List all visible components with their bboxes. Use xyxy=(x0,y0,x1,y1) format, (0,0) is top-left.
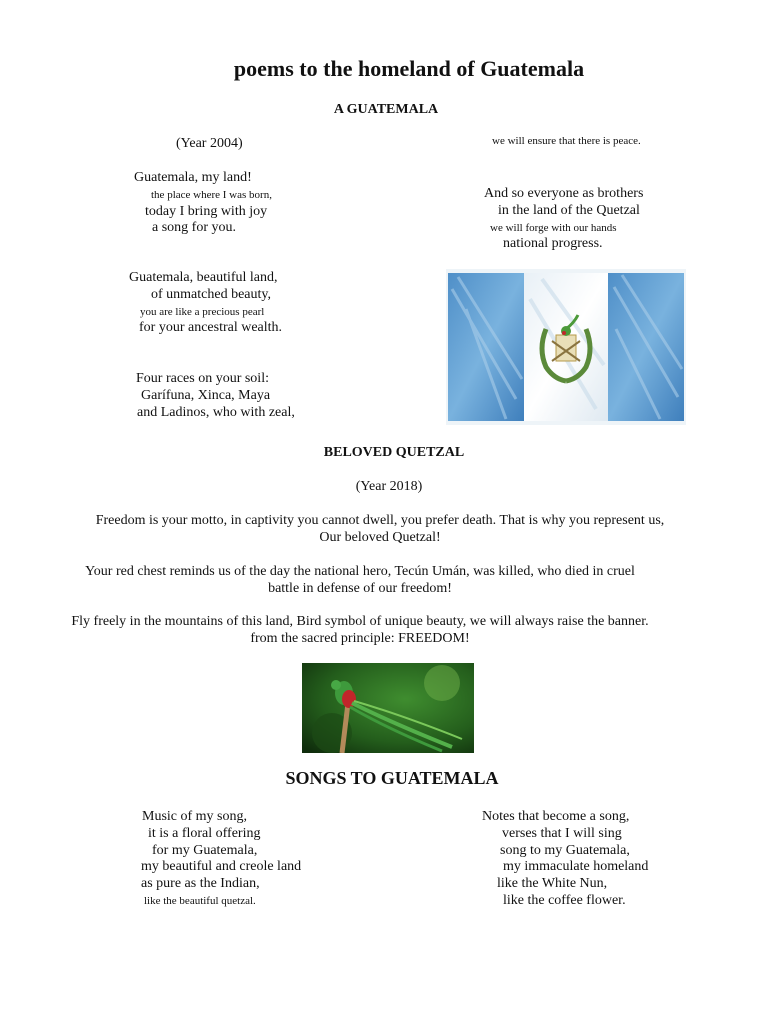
quetzal-paragraph-1 xyxy=(40,512,720,546)
verse-line: it is a floral offering xyxy=(148,825,261,841)
verse-line: like the beautiful quetzal. xyxy=(144,894,256,907)
quetzal-paragraph-3 xyxy=(20,613,700,647)
verse-line: of unmatched beauty, xyxy=(151,286,271,302)
verse-line: a song for you. xyxy=(152,220,236,236)
verse-line: my beautiful and creole land xyxy=(141,859,302,875)
paragraph-line: Freedom is your motto, in captivity you cannot dwell, you prefer death. That is why you represent us, xyxy=(95,513,665,528)
stanza-2 xyxy=(0,270,282,337)
verse-line: national progress. xyxy=(503,236,603,252)
poem-heading-beloved-quetzal: BELOVED QUETZAL xyxy=(323,445,465,460)
paragraph-line: from the sacred principle: FREEDOM! xyxy=(250,631,470,646)
stanza-5 xyxy=(0,186,643,253)
document-title: poems to the homeland of Guatemala xyxy=(233,56,585,81)
songs-heading: SONGS TO GUATEMALA xyxy=(285,768,499,788)
verse-line: as pure as the Indian, xyxy=(141,876,260,892)
verse-line: the place where I was born, xyxy=(151,188,272,201)
poem-year: (Year 2018) xyxy=(355,479,423,494)
verse-line: like the coffee flower. xyxy=(503,892,626,908)
verse-line: song to my Guatemala, xyxy=(500,842,630,858)
verse-line: Garífuna, Xinca, Maya xyxy=(141,387,271,403)
verse-line: Guatemala, beautiful land, xyxy=(129,270,278,285)
verse-line: my immaculate homeland xyxy=(503,859,649,875)
verse-line: like the White Nun, xyxy=(497,876,608,892)
verse-line: today I bring with joy xyxy=(145,203,268,219)
poem-year: (Year 2004) xyxy=(176,136,243,151)
guatemala-flag-image xyxy=(446,269,686,425)
verse-line: Notes that become a song, xyxy=(482,809,630,824)
verse-line: verses that I will sing xyxy=(502,825,622,841)
quetzal-paragraph-2 xyxy=(20,563,700,597)
paragraph-line: Our beloved Quetzal! xyxy=(319,530,441,545)
song-right-stanza xyxy=(0,809,648,910)
verse-line: you are like a precious pearl xyxy=(140,305,265,318)
verse-line: for your ancestral wealth. xyxy=(139,320,283,336)
verse-line: And so everyone as brothers xyxy=(484,186,644,201)
verse-line: Guatemala, my land! xyxy=(134,170,252,185)
stanza-4: we will ensure that there is peace. xyxy=(492,135,641,147)
paragraph-line: Your red chest reminds us of the day the national hero, Tecún Umán, was killed, who died in cruel xyxy=(85,564,635,579)
verse-line: we will forge with our hands xyxy=(490,221,617,234)
paragraph-line: battle in defense of our freedom! xyxy=(268,581,452,596)
verse-line: for my Guatemala, xyxy=(152,842,258,858)
poem-heading-a-guatemala: A GUATEMALA xyxy=(333,102,439,117)
stanza-3 xyxy=(0,371,295,421)
quetzal-bird-image xyxy=(302,663,474,753)
verse-line: Four races on your soil: xyxy=(136,371,269,386)
paragraph-line: Fly freely in the mountains of this land, Bird symbol of unique beauty, we will always raise the banner. xyxy=(71,614,649,629)
verse-line: Music of my song, xyxy=(142,809,247,824)
verse-line: in the land of the Quetzal xyxy=(498,202,640,218)
verse-line: and Ladinos, who with zeal, xyxy=(137,404,295,420)
